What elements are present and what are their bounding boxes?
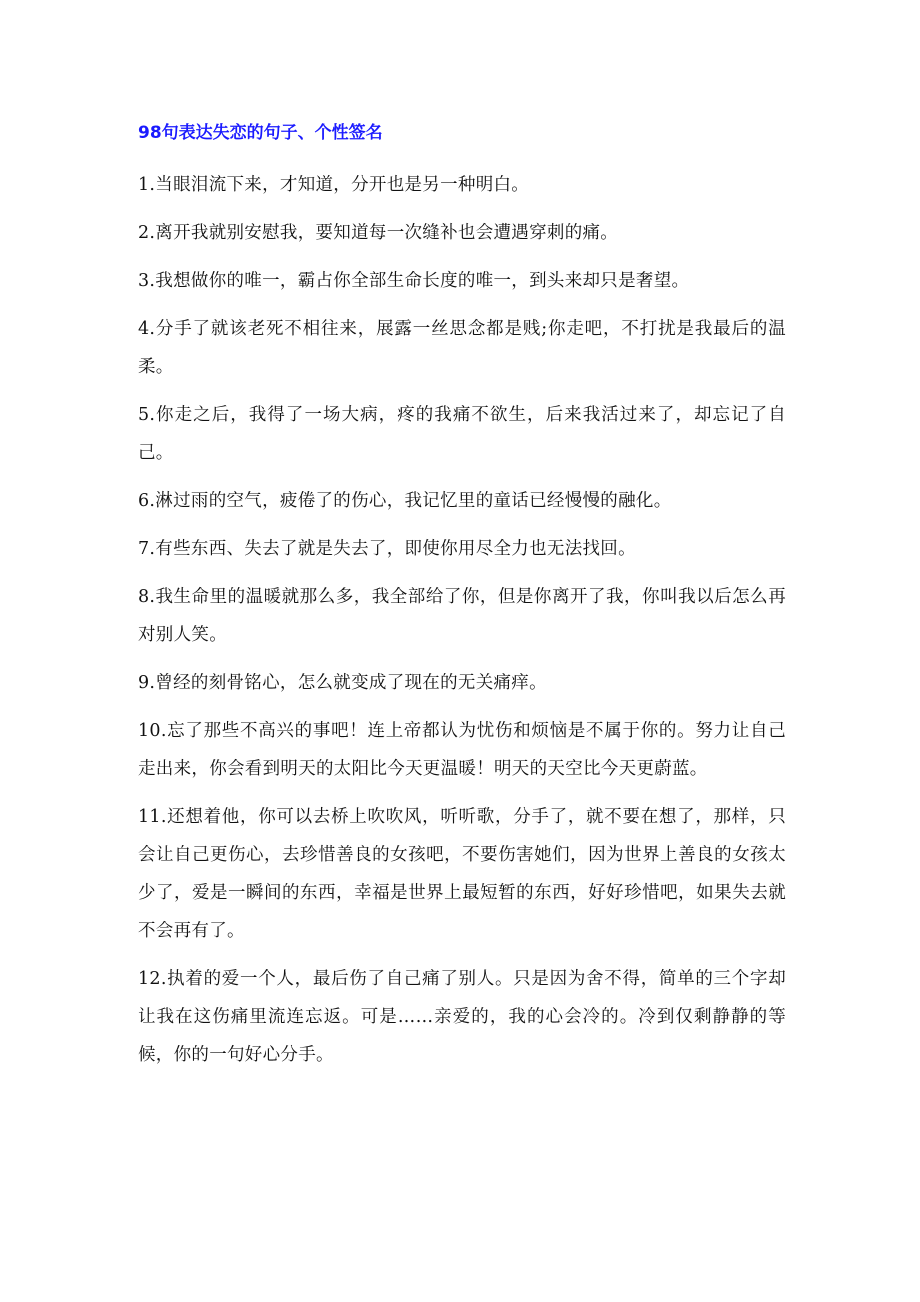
quote-item-11: 11.还想着他，你可以去桥上吹吹风，听听歌，分手了，就不要在想了，那样，只会让自己更伤心，去珍惜善良的女孩吧，不要伤害她们，因为世界上善良的女孩太少了，爱是一瞬间的东西，幸福是世界上最短暂的东西，好好珍惜吧，如果失去就不会再有了。: [138, 807, 786, 941]
quote-item-5: 5.你走之后，我得了一场大病，疼的我痛不欲生，后来我活过来了，却忘记了自己。: [138, 405, 786, 463]
quote-item-9: 9.曾经的刻骨铭心，怎么就变成了现在的无关痛痒。: [138, 673, 547, 693]
quote-item-2: 2.离开我就别安慰我，要知道每一次缝补也会遭遇穿刺的痛。: [138, 223, 619, 243]
quote-item-8: 8.我生命里的温暖就那么多，我全部给了你，但是你离开了我，你叫我以后怎么再对别人笑。: [138, 587, 786, 645]
quote-item-4: 4.分手了就该老死不相往来，展露一丝思念都是贱;你走吧，不打扰是我最后的温柔。: [138, 319, 786, 377]
document-page: [138, 118, 786, 1084]
quote-item-6: 6.淋过雨的空气，疲倦了的伤心，我记忆里的童话已经慢慢的融化。: [138, 491, 672, 511]
quote-item-1: 1.当眼泪流下来，才知道，分开也是另一种明白。: [138, 175, 530, 195]
quote-item-7: 7.有些东西、失去了就是失去了，即使你用尽全力也无法找回。: [138, 539, 636, 559]
quote-item-10: 10.忘了那些不高兴的事吧！连上帝都认为忧伤和烦恼是不属于你的。努力让自己走出来，你会看到明天的太阳比今天更温暖！明天的天空比今天更蔚蓝。: [138, 721, 786, 779]
quote-item-12: 12.执着的爱一个人，最后伤了自己痛了别人。只是因为舍不得，简单的三个字却让我在这伤痛里流连忘返。可是……亲爱的，我的心会冷的。冷到仅剩静静的等候，你的一句好心分手。: [138, 969, 786, 1065]
quote-item-3: 3.我想做你的唯一，霸占你全部生命长度的唯一，到头来却只是奢望。: [138, 271, 690, 291]
document-title: 98句表达失恋的句子、个性签名: [138, 123, 383, 143]
